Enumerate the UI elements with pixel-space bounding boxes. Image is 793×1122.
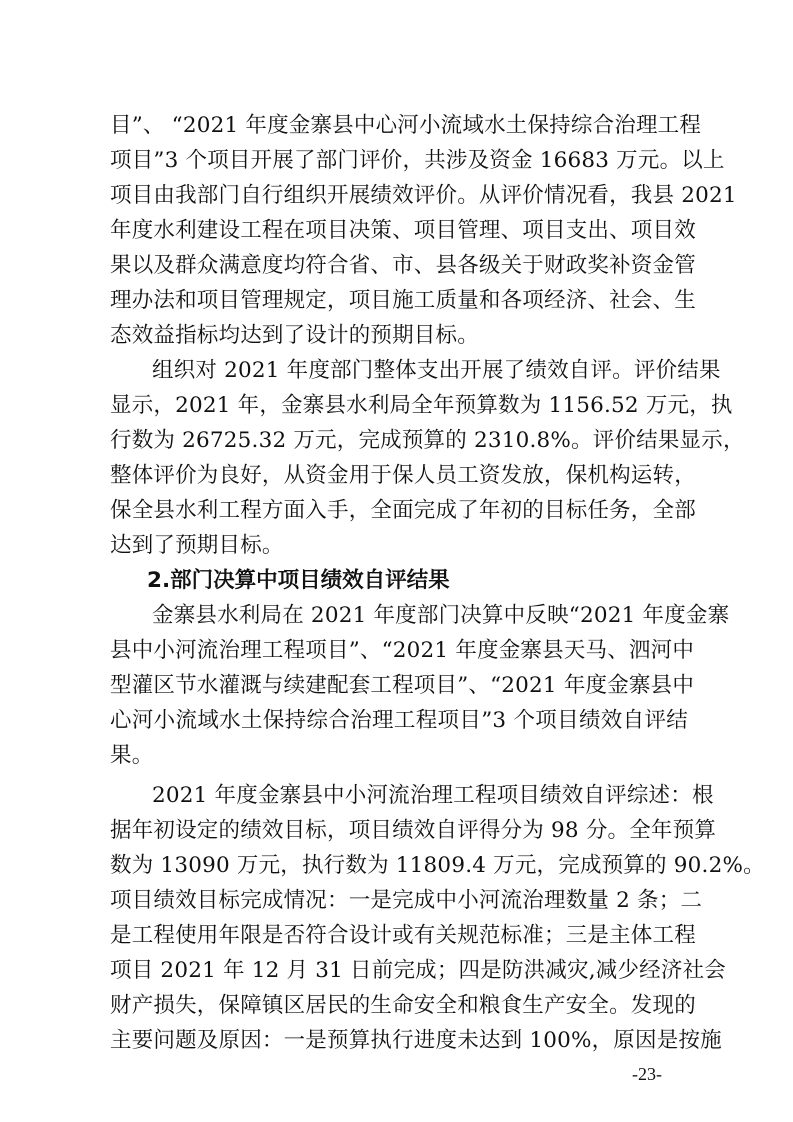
text-line: 整体评价为良好，从资金用于保人员工资发放，保机构运转， (110, 463, 696, 488)
text-line: 行数为 26725.32 万元，完成预算的 2310.8%。评价结果显示， (110, 428, 745, 453)
text-line: 据年初设定的绩效目标，项目绩效自评得分为 98 分。全年预算 (110, 818, 717, 843)
text-line: 理办法和项目管理规定，项目施工质量和各项经济、社会、生 (110, 288, 696, 313)
text-line: 财产损失，保障镇区居民的生命安全和粮食生产安全。发现的 (110, 993, 696, 1018)
text-line: 主要问题及原因：一是预算执行进度未达到 100%，原因是按施 (110, 1028, 722, 1053)
section-heading: 2.部门决算中项目绩效自评结果 (147, 568, 450, 593)
text-line: 心河小流域水土保持综合治理工程项目”3 个项目绩效自评结 (110, 708, 688, 733)
text-line: 达到了预期目标。 (110, 533, 284, 558)
text-line: 项目 2021 年 12 月 31 日前完成；四是防洪减灾,减少经济社会 (110, 958, 726, 983)
text-line: 组织对 2021 年度部门整体支出开展了绩效自评。评价结果 (152, 358, 721, 383)
text-line: 目”、 “2021 年度金寨县中心河小流域水土保持综合治理工程 (110, 113, 702, 138)
text-line: 是工程使用年限是否符合设计或有关规范标准；三是主体工程 (110, 923, 696, 948)
text-line: 县中小河流治理工程项目”、“2021 年度金寨县天马、泗河中 (110, 638, 695, 663)
text-line: 项目由我部门自行组织开展绩效评价。从评价情况看，我县 2021 (110, 183, 737, 208)
text-line: 项目”3 个项目开展了部门评价，共涉及资金 16683 万元。以上 (110, 148, 725, 173)
text-line: 年度水利建设工程在项目决策、项目管理、项目支出、项目效 (110, 218, 696, 243)
page-number: -23- (632, 1064, 662, 1084)
text-line: 保全县水利工程方面入手，全面完成了年初的目标任务，全部 (110, 498, 696, 523)
text-line: 2021 年度金寨县中小河流治理工程项目绩效自评综述：根 (152, 783, 714, 808)
text-line: 态效益指标均达到了设计的预期目标。 (110, 323, 479, 348)
text-line: 数为 13090 万元，执行数为 11809.4 万元，完成预算的 90.2%。 (110, 853, 765, 878)
text-line: 型灌区节水灌溉与续建配套工程项目”、“2021 年度金寨县中 (110, 673, 695, 698)
text-line: 果。 (110, 743, 154, 768)
text-line: 果以及群众满意度均符合省、市、县各级关于财政奖补资金管 (110, 253, 696, 278)
text-line: 项目绩效目标完成情况：一是完成中小河流治理数量 2 条；二 (110, 888, 703, 913)
text-line: 金寨县水利局在 2021 年度部门决算中反映“2021 年度金寨 (152, 603, 730, 628)
text-line: 显示，2021 年，金寨县水利局全年预算数为 1156.52 万元，执 (110, 393, 733, 418)
